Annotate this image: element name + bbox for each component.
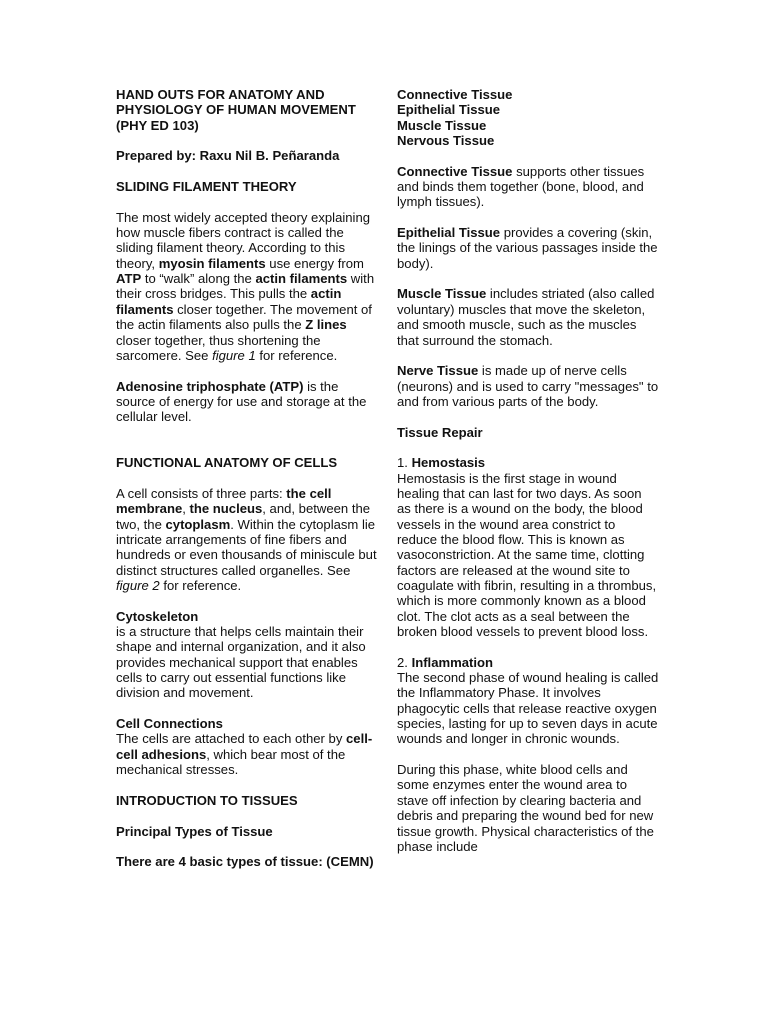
tissue-types-list — [397, 87, 659, 148]
sliding-filament-heading: SLIDING FILAMENT THEORY — [116, 179, 297, 195]
hemostasis-section: 1. Hemostasis Hemostasis is the first stage in wound healing that can last for two days. As soon as there is a wound on the body, the blood vessels in the wound area constrict to reduce the blood flow. This is known as vasoconstriction. At the same time, clotting factors are released at the wound site to coagulate with fibrin, resulting in a thrombus, which is more commonly known as a blood clot. The clot acts as a seal between the broken blood vessels to prevent blood loss. — [397, 455, 657, 640]
atp-paragraph: Adenosine triphosphate (ATP) is the source of energy for use and storage at the cellular level. — [116, 378, 367, 425]
sliding-filament-paragraph: The most widely accepted theory explaining how muscle fibers contract is called the sliding filament theory. According to this theory, myosin filaments use energy from ATP to “walk” along the actin filaments with their cross bridges. This pulls the actin filaments closer together. The movement of the actin filaments also pulls the Z lines closer together, thus shortening the sarcomere. See figure 1 for reference. — [116, 209, 375, 363]
list-item: Epithelial Tissue — [397, 102, 501, 118]
right-column — [397, 87, 659, 870]
basic-types-line: There are 4 basic types of tissue: (CEMN) — [116, 854, 374, 870]
author-line: Prepared by: Raxu Nil B. Peñaranda — [116, 148, 340, 164]
cytoskeleton-section: Cytoskeleton is a structure that helps cells maintain their shape and internal organization, and it also provides mechanical support that enables cells to carry out essential functions like division and movement. — [116, 608, 366, 701]
muscle-tissue-paragraph: Muscle Tissue includes striated (also called voluntary) muscles that move the skeleton, and smooth muscle, such as the muscles that surround the stomach. — [397, 286, 655, 348]
inflammation-section: 2. Inflammation The second phase of wound healing is called the Inflammatory Phase. It involves phagocytic cells that release reactive oxygen species, lasting for up to seven days in acute wounds and longer in chronic wounds. — [397, 654, 659, 747]
tissue-repair-heading: Tissue Repair — [397, 424, 483, 440]
cell-connections-heading: Cell Connections — [116, 716, 223, 732]
epithelial-tissue-paragraph: Epithelial Tissue provides a covering (skin, the linings of the various passages inside the body). — [397, 225, 658, 271]
list-item: Muscle Tissue — [397, 117, 487, 133]
inflammation-heading: Inflammation — [411, 654, 494, 670]
connective-tissue-paragraph: Connective Tissue supports other tissues and binds them together (bone, blood, and lymph tissues). — [397, 163, 645, 210]
cytoskeleton-heading: Cytoskeleton — [116, 608, 199, 624]
cells-paragraph: A cell consists of three parts: the cell membrane, the nucleus, and, between the two, the cytoplasm. Within the cytoplasm lie intricate arrangements of fine fibers and hundreds or even thousands of miniscule but distinct structures called organelles. See figure 2 for reference. — [116, 485, 377, 593]
left-column — [116, 87, 378, 885]
tissues-heading: INTRODUCTION TO TISSUES — [116, 792, 298, 808]
principal-types-heading: Principal Types of Tissue — [116, 823, 273, 839]
cells-heading: FUNCTIONAL ANATOMY OF CELLS — [116, 455, 338, 471]
document-title: HAND OUTS FOR ANATOMY AND PHYSIOLOGY OF HUMAN MOVEMENT (PHY ED 103) — [116, 87, 356, 133]
nerve-tissue-paragraph: Nerve Tissue is made up of nerve cells (neurons) and is used to carry "messages" to and from various parts of the body. — [397, 363, 659, 409]
cell-connections-section: Cell Connections The cells are attached to each other by cell-cell adhesions, which bear most of the mechanical stresses. — [116, 716, 373, 778]
list-item: Nervous Tissue — [397, 133, 495, 149]
hemostasis-heading: Hemostasis — [411, 455, 486, 471]
list-item: Connective Tissue — [397, 87, 513, 102]
inflammation-phase-paragraph: During this phase, white blood cells and some enzymes enter the wound area to stave off infection by clearing bacteria and debris and preparing the wound bed for new tissue growth. Physical characteristics of the phase include — [397, 762, 654, 854]
